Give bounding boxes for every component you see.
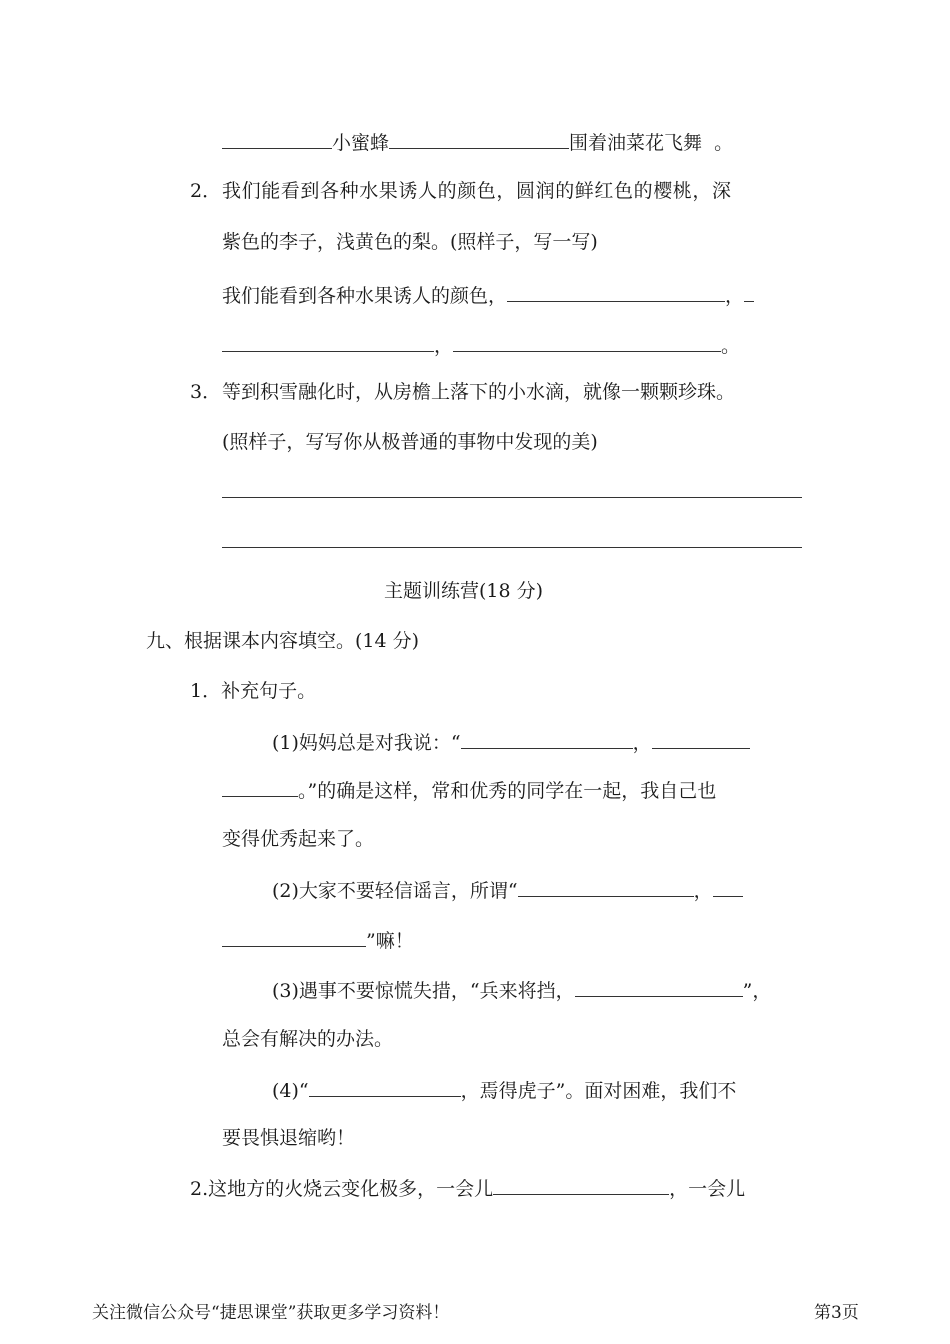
q2-answer-line2: ， 。 (222, 331, 740, 359)
blank-field[interactable] (652, 728, 750, 749)
section9-sub2: 2.这地方的火烧云变化极多，一会儿 ，一会儿 (190, 1174, 745, 1202)
section9-heading: 九、根据课本内容填空。(14 分) (146, 630, 420, 652)
q3-text-line2: (照样子，写写你从极普通的事物中发现的美) (222, 431, 598, 453)
section9-sub1: 1．补充句子。 (190, 680, 317, 702)
blank-field[interactable] (493, 1174, 669, 1195)
item2-line1: (2)大家不要轻信谣言，所谓“ ， (272, 876, 743, 904)
blank-field[interactable] (222, 128, 332, 149)
blank-field[interactable] (222, 776, 298, 797)
item1-line2: 。”的确是这样，常和优秀的同学在一起，我自己也 (222, 776, 716, 804)
item3-line1: (3)遇事不要惊慌失措，“兵来将挡， ”， (272, 976, 771, 1004)
item4-line2: 要畏惧退缩哟！ (222, 1127, 356, 1149)
page-number: 第3页 (814, 1303, 859, 1323)
blank-field[interactable] (222, 926, 366, 947)
blank-field[interactable] (575, 976, 743, 997)
item1-line1: (1)妈妈总是对我说：“ ， (272, 728, 750, 756)
blank-field[interactable] (744, 281, 754, 302)
blank-field[interactable] (453, 331, 721, 352)
blank-field[interactable] (222, 331, 434, 352)
item4-line1: (4)“ ，焉得虎子”。面对困难，我们不 (272, 1076, 736, 1104)
q1-answer-line: 小蜜蜂 围着油菜花飞舞 。 (222, 128, 733, 156)
item2-line2: ”嘛！ (222, 926, 414, 954)
blank-field[interactable] (507, 281, 725, 302)
blank-field[interactable] (309, 1076, 461, 1097)
q3-text-line1: 等到积雪融化时，从房檐上落下的小水滴，就像一颗颗珍珠。 (222, 381, 736, 403)
q2-text-line1: 我们能看到各种水果诱人的颜色，圆润的鲜红色的樱桃，深 (222, 180, 732, 202)
item1-line3: 变得优秀起来了。 (222, 828, 375, 850)
q3-answer-rule-2[interactable] (222, 547, 802, 548)
blank-field[interactable] (713, 876, 743, 897)
blank-field[interactable] (461, 728, 633, 749)
q2-answer-line1: 我们能看到各种水果诱人的颜色， ， (222, 281, 754, 309)
item3-line2: 总会有解决的办法。 (222, 1028, 394, 1050)
blank-field[interactable] (389, 128, 569, 149)
footer-note: 关注微信公众号“捷思课堂”获取更多学习资料！ (92, 1303, 450, 1323)
q2-number: 2． (190, 180, 222, 202)
q2-text-line2: 紫色的李子，浅黄色的梨。(照样子，写一写) (222, 231, 598, 253)
q3-answer-rule-1[interactable] (222, 497, 802, 498)
q3-number: 3． (190, 381, 222, 403)
section-title: 主题训练营(18 分) (384, 580, 544, 602)
blank-field[interactable] (518, 876, 694, 897)
